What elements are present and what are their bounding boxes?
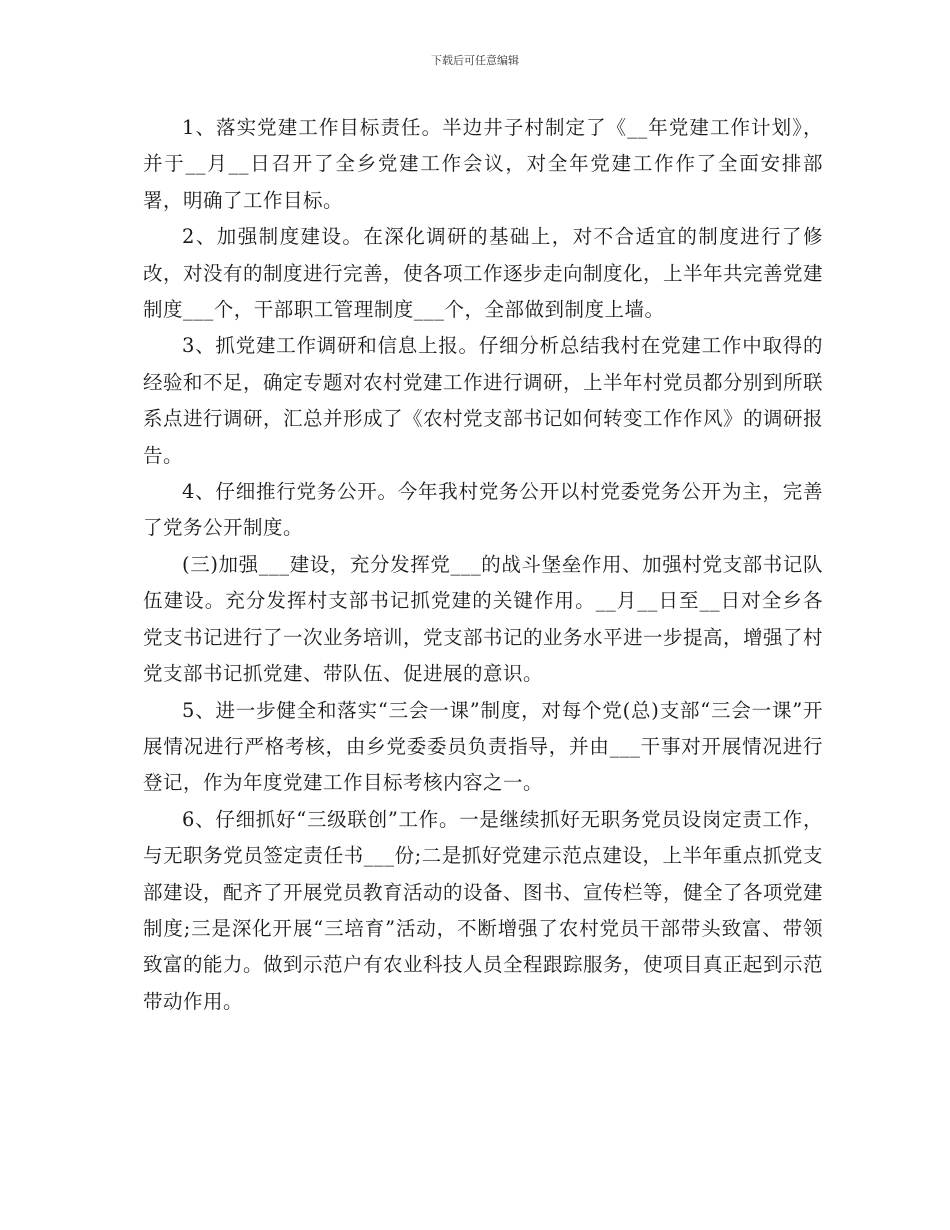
page-header: 下载后可任意编辑	[431, 54, 519, 67]
paragraph-system-construction: 2、加强制度建设。在深化调研的基础上，对不合适宜的制度进行了修改，对没有的制度进行完善，使各项工作逐步走向制度化，上半年共完善党建制度___个，干部职工管理制度___个，全部做到制度上墙。	[143, 225, 824, 322]
paragraph-party-affairs-openness: 4、仔细推行党务公开。今年我村党务公开以村党委党务公开为主，完善了党务公开制度。	[143, 480, 823, 540]
paragraph-three-level-joint-creation: 6、仔细抓好“三级联创”工作。一是继续抓好无职务党员设岗定责工作，与无职务党员签定责任书___份;二是抓好党建示范点建设，上半年重点抓党支部建设，配齐了开展党员教育活动的设备、图书、宣传栏等，健全了各项党建制度;三是深化开展“三培育”活动，不断增强了农村党员干部带头致富、带领致富的能力。做到示范户有农业科技人员全程跟踪服务，使项目真正起到示范带动作用。	[143, 807, 824, 1013]
document-body	[143, 110, 823, 1020]
paragraph-three-meetings-one-lesson: 5、进一步健全和落实“三会一课”制度，对每个党(总)支部“三会一课”开展情况进行严格考核，由乡党委委员负责指导，并由___干事对开展情况进行登记，作为年度党建工作目标考核内容之一。	[143, 698, 823, 795]
paragraph-section-three: (三)加强___建设，充分发挥党___的战斗堡垒作用、加强村党支部书记队伍建设。充分发挥村支部书记抓党建的关键作用。__月__日至__日对全乡各党支书记进行了一次业务培训，党支部书记的业务水平进一步提高，增强了村党支部书记抓党建、带队伍、促进展的意识。	[143, 552, 824, 686]
paragraph-party-building-responsibility: 1、落实党建工作目标责任。半边井子村制定了《__年党建工作计划》，并于__月__日召开了全乡党建工作会议，对全年党建工作作了全面安排部署，明确了工作目标。	[143, 116, 823, 212]
paragraph-research-reporting: 3、抓党建工作调研和信息上报。仔细分析总结我村在党建工作中取得的经验和不足，确定专题对农村党建工作进行调研，上半年村党员都分别到所联系点进行调研，汇总并形成了《农村党支部书记如何转变工作作风》的调研报告。	[143, 334, 824, 467]
